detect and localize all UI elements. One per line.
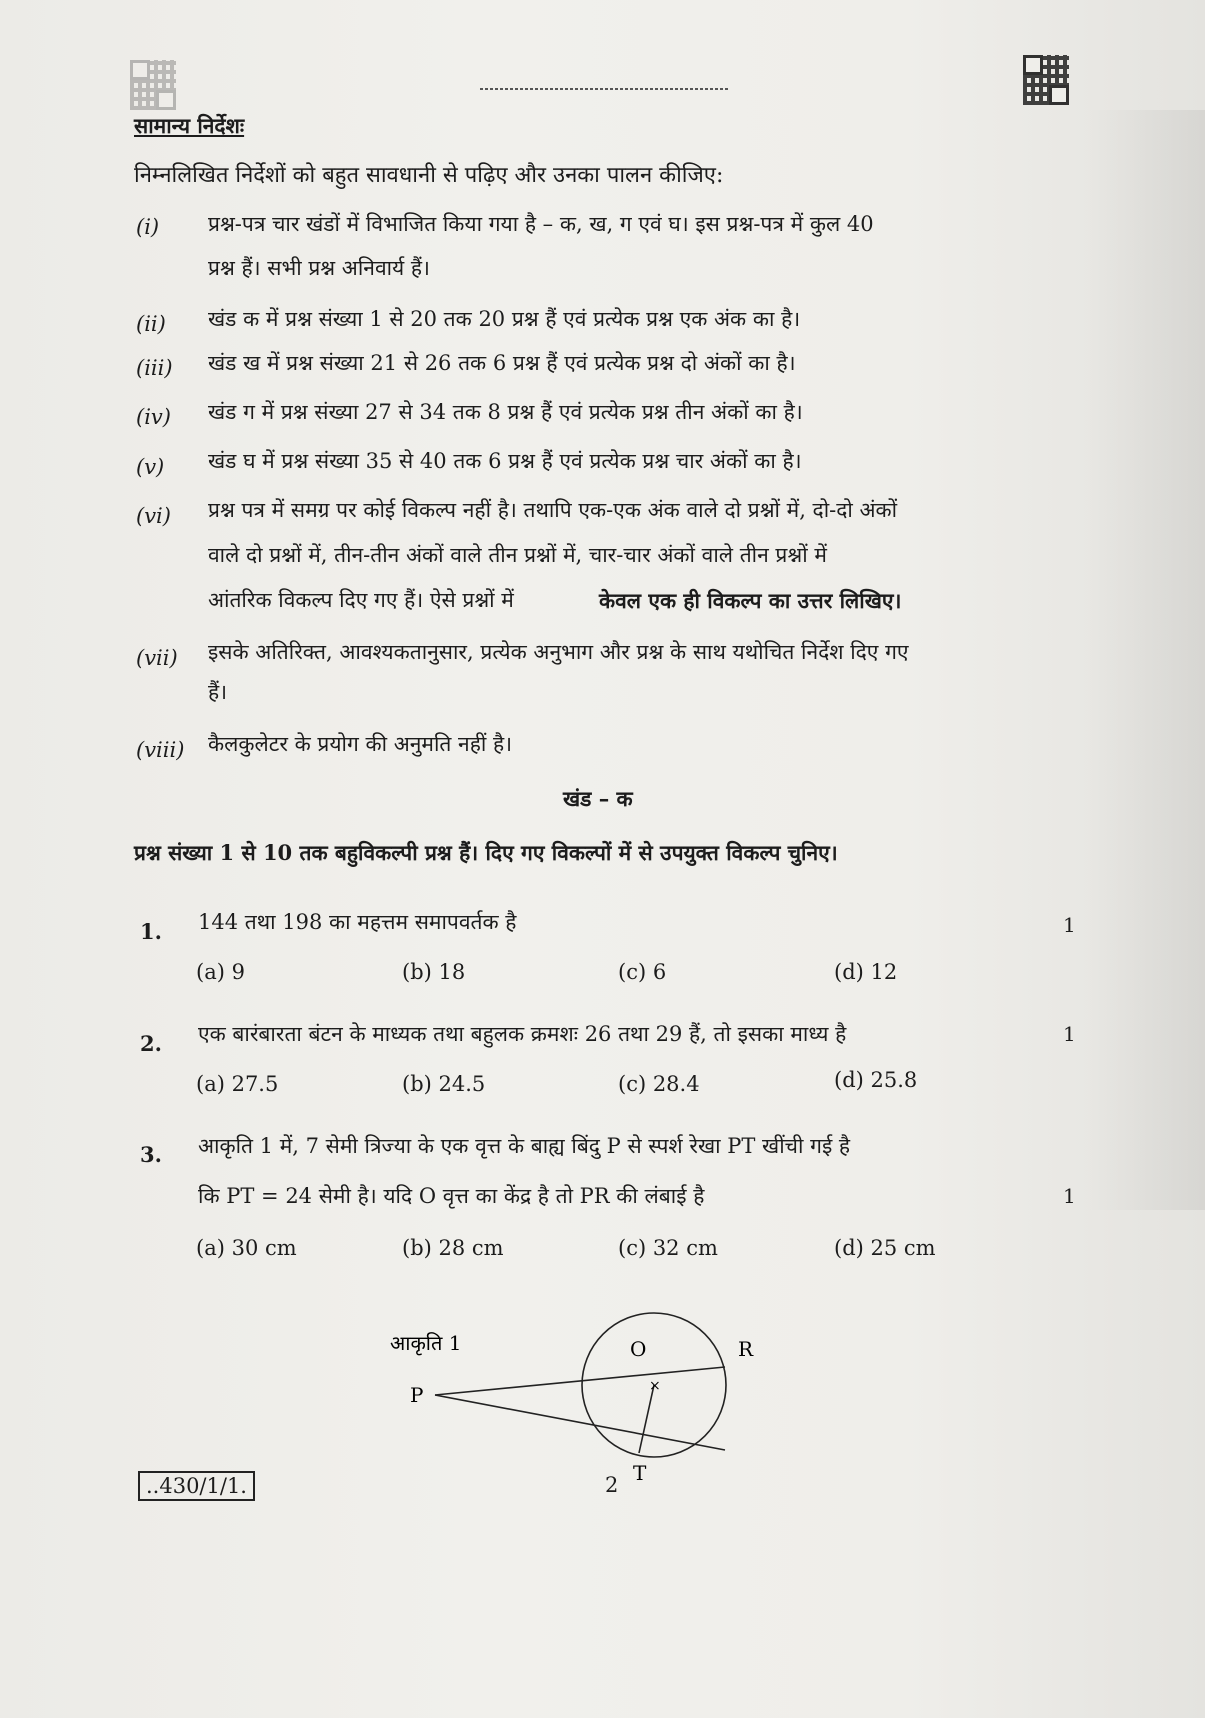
- instruction-num: (iv): [136, 405, 171, 429]
- instruction-line: वाले दो प्रश्नों में, तीन-तीन अंकों वाले तीन प्रश्नों में, चार-चार अंकों वाले तीन प्रश्नों में: [208, 543, 827, 567]
- question-marks: 1: [1063, 1184, 1076, 1208]
- option: (c) 28.4: [618, 1072, 700, 1096]
- label-O: O: [630, 1337, 647, 1361]
- secant-line-PR: [435, 1367, 725, 1395]
- option: (c) 6: [618, 960, 667, 984]
- instruction-line: खंड ख में प्रश्न संख्या 21 से 26 तक 6 प्रश्न हैं एवं प्रत्येक प्रश्न दो अंकों का है।: [208, 351, 796, 375]
- instruction-line: इसके अतिरिक्त, आवश्यकतानुसार, प्रत्येक अनुभाग और प्रश्न के साथ यथोचित निर्देश दिए गए: [208, 640, 909, 664]
- page-shadow: [1085, 110, 1205, 1210]
- qr-code: [1023, 55, 1069, 105]
- question-number: 2.: [140, 1031, 162, 1056]
- instruction-line: प्रश्न पत्र में समग्र पर कोई विकल्प नहीं है। तथापि एक-एक अंक वाले दो प्रश्नों में, दो-दो अंकों: [208, 498, 898, 522]
- instruction-num: (viii): [136, 738, 185, 762]
- question-text: एक बारंबारता बंटन के माध्यक तथा बहुलक क्रमशः 26 तथा 29 हैं, तो इसका माध्य है: [198, 1022, 847, 1046]
- instruction-line: हैं।: [208, 680, 228, 704]
- instruction-line: आंतरिक विकल्प दिए गए हैं। ऐसे प्रश्नों में: [208, 588, 514, 612]
- figure-caption: आकृति 1: [390, 1331, 462, 1355]
- instruction-line-emphasis: केवल एक ही विकल्प का उत्तर लिखिए।: [599, 588, 902, 613]
- instruction-line: खंड ग में प्रश्न संख्या 27 से 34 तक 8 प्रश्न हैं एवं प्रत्येक प्रश्न तीन अंकों का है।: [208, 400, 803, 424]
- instruction-num: (ii): [136, 312, 166, 336]
- option: (d) 25.8: [834, 1068, 918, 1092]
- option: (a) 9: [196, 960, 245, 984]
- instruction-line: खंड घ में प्रश्न संख्या 35 से 40 तक 6 प्रश्न हैं एवं प्रत्येक प्रश्न चार अंकों का है।: [208, 449, 802, 473]
- faded-qr-code: [130, 60, 176, 110]
- option: (c) 32 cm: [618, 1236, 718, 1260]
- section-title: खंड – क: [563, 786, 633, 811]
- instruction-line: कैलकुलेटर के प्रयोग की अनुमति नहीं है।: [208, 732, 513, 756]
- page-number: 2: [605, 1473, 619, 1497]
- center-mark: ×: [649, 1378, 661, 1394]
- label-T: T: [633, 1461, 647, 1485]
- question-marks: 1: [1063, 1022, 1076, 1046]
- instruction-num: (vii): [136, 646, 178, 670]
- question-marks: 1: [1063, 913, 1076, 937]
- instruction-num: (i): [136, 215, 160, 239]
- instruction-num: (vi): [136, 504, 171, 528]
- option: (d) 25 cm: [834, 1236, 936, 1260]
- general-instructions-heading: सामान्य निर्देशः: [134, 113, 245, 138]
- label-P: P: [410, 1383, 424, 1407]
- question-number: 3.: [140, 1142, 162, 1167]
- instruction-num: (v): [136, 455, 165, 479]
- option: (a) 27.5: [196, 1072, 279, 1096]
- option: (b) 28 cm: [402, 1236, 504, 1260]
- figure-1: [390, 1315, 754, 1495]
- option: (b) 24.5: [402, 1072, 486, 1096]
- instruction-line: प्रश्न-पत्र चार खंडों में विभाजित किया गया है – क, ख, ग एवं घ। इस प्रश्न-पत्र में कुल 40: [208, 212, 874, 236]
- paper-code: ..430/1/1.: [138, 1471, 255, 1501]
- option: (a) 30 cm: [196, 1236, 297, 1260]
- question-text: 144 तथा 198 का महत्तम समापवर्तक है: [198, 910, 517, 934]
- tangent-line-PT: [435, 1395, 725, 1450]
- instruction-line: खंड क में प्रश्न संख्या 1 से 20 तक 20 प्रश्न हैं एवं प्रत्येक प्रश्न एक अंक का है।: [208, 307, 801, 331]
- header-rule: [480, 88, 730, 90]
- question-number: 1.: [140, 919, 162, 944]
- question-text: आकृति 1 में, 7 सेमी त्रिज्या के एक वृत्त के बाह्य बिंदु P से स्पर्श रेखा PT खींची गई है: [198, 1134, 851, 1158]
- option: (b) 18: [402, 960, 466, 984]
- instruction-line: प्रश्न हैं। सभी प्रश्न अनिवार्य हैं।: [208, 256, 431, 280]
- radius-OT: [639, 1385, 654, 1453]
- option: (d) 12: [834, 960, 898, 984]
- question-text-continued: कि PT = 24 सेमी है। यदि O वृत्त का केंद्र है तो PR की लंबाई है: [198, 1184, 705, 1208]
- label-R: R: [738, 1337, 754, 1361]
- instruction-num: (iii): [136, 356, 173, 380]
- instructions-intro: निम्नलिखित निर्देशों को बहुत सावधानी से पढ़िए और उनका पालन कीजिए:: [134, 163, 724, 188]
- section-instruction: प्रश्न संख्या 1 से 10 तक बहुविकल्पी प्रश्न हैं। दिए गए विकल्पों में से उपयुक्त विकल्प चुनिए।: [134, 840, 838, 865]
